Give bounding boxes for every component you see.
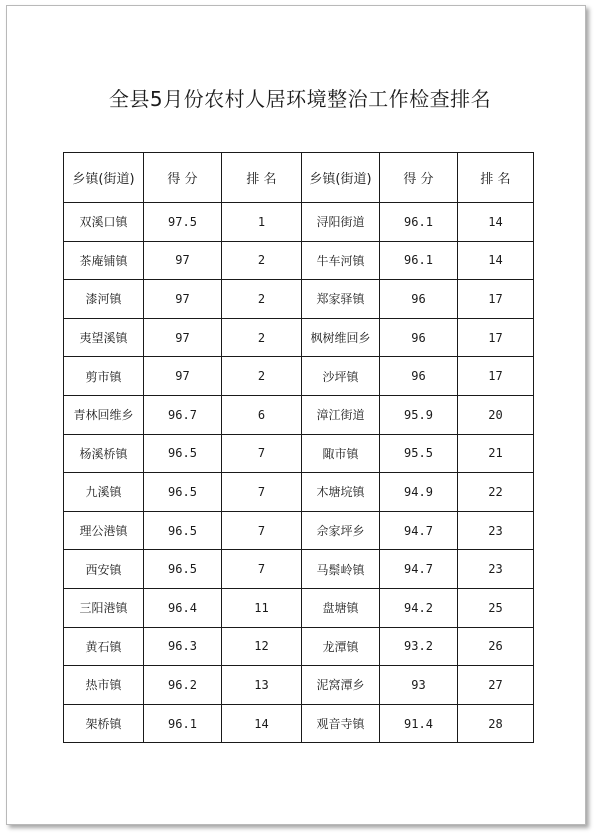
- cell-town-left: 西安镇: [64, 550, 144, 589]
- cell-town-right: 泥窝潭乡: [302, 666, 380, 705]
- table-row: [64, 627, 534, 666]
- cell-town-left: 热市镇: [64, 666, 144, 705]
- cell-score-left: 97: [144, 241, 222, 280]
- cell-town-right: 牛车河镇: [302, 241, 380, 280]
- cell-town-left: 夷望溪镇: [64, 318, 144, 357]
- table-row: [64, 395, 534, 434]
- cell-score-right: 96: [380, 318, 458, 357]
- cell-rank-left: 6: [222, 395, 302, 434]
- table-row: [64, 318, 534, 357]
- header-rank-left: 排 名: [222, 153, 302, 203]
- cell-town-right: 沙坪镇: [302, 357, 380, 396]
- cell-rank-left: 7: [222, 511, 302, 550]
- header-rank-right: 排 名: [458, 153, 534, 203]
- cell-rank-right: 14: [458, 241, 534, 280]
- cell-town-left: 杨溪桥镇: [64, 434, 144, 473]
- cell-score-left: 96.5: [144, 434, 222, 473]
- table-row: [64, 666, 534, 705]
- table-row: [64, 203, 534, 242]
- cell-town-right: 木塘垸镇: [302, 473, 380, 512]
- cell-rank-left: 11: [222, 588, 302, 627]
- cell-town-left: 青林回维乡: [64, 395, 144, 434]
- cell-score-left: 97.5: [144, 203, 222, 242]
- cell-rank-left: 1: [222, 203, 302, 242]
- cell-town-right: 龙潭镇: [302, 627, 380, 666]
- cell-town-right: 郑家驿镇: [302, 280, 380, 319]
- cell-rank-right: 23: [458, 550, 534, 589]
- cell-town-left: 黄石镇: [64, 627, 144, 666]
- cell-town-left: 理公港镇: [64, 511, 144, 550]
- cell-rank-right: 17: [458, 318, 534, 357]
- cell-score-right: 93: [380, 666, 458, 705]
- cell-score-right: 96: [380, 280, 458, 319]
- cell-town-right: 佘家坪乡: [302, 511, 380, 550]
- cell-score-right: 95.5: [380, 434, 458, 473]
- cell-rank-left: 13: [222, 666, 302, 705]
- cell-rank-right: 20: [458, 395, 534, 434]
- cell-town-right: 漳江街道: [302, 395, 380, 434]
- cell-rank-right: 23: [458, 511, 534, 550]
- cell-score-right: 94.2: [380, 588, 458, 627]
- cell-score-left: 96.7: [144, 395, 222, 434]
- cell-town-left: 三阳港镇: [64, 588, 144, 627]
- cell-score-right: 91.4: [380, 704, 458, 743]
- cell-rank-right: 25: [458, 588, 534, 627]
- table-row: [64, 357, 534, 396]
- cell-rank-left: 2: [222, 241, 302, 280]
- cell-score-right: 96.1: [380, 241, 458, 280]
- cell-rank-left: 2: [222, 357, 302, 396]
- header-town-right: 乡镇(街道): [302, 153, 380, 203]
- cell-town-left: 茶庵铺镇: [64, 241, 144, 280]
- cell-rank-right: 22: [458, 473, 534, 512]
- cell-score-right: 93.2: [380, 627, 458, 666]
- cell-rank-left: 2: [222, 318, 302, 357]
- table-row: [64, 588, 534, 627]
- cell-rank-left: 12: [222, 627, 302, 666]
- cell-town-left: 双溪口镇: [64, 203, 144, 242]
- cell-rank-right: 17: [458, 280, 534, 319]
- cell-score-left: 96.3: [144, 627, 222, 666]
- cell-town-right: 浔阳街道: [302, 203, 380, 242]
- cell-score-left: 96.2: [144, 666, 222, 705]
- cell-score-left: 97: [144, 280, 222, 319]
- cell-score-right: 96.1: [380, 203, 458, 242]
- cell-score-left: 96.5: [144, 550, 222, 589]
- cell-rank-left: 7: [222, 434, 302, 473]
- cell-town-left: 九溪镇: [64, 473, 144, 512]
- cell-score-right: 94.9: [380, 473, 458, 512]
- table-row: [64, 280, 534, 319]
- cell-score-left: 96.1: [144, 704, 222, 743]
- cell-rank-right: 17: [458, 357, 534, 396]
- cell-score-right: 96: [380, 357, 458, 396]
- cell-town-right: 盘塘镇: [302, 588, 380, 627]
- cell-rank-right: 14: [458, 203, 534, 242]
- cell-score-left: 96.4: [144, 588, 222, 627]
- cell-town-right: 观音寺镇: [302, 704, 380, 743]
- table-row: [64, 241, 534, 280]
- cell-rank-right: 27: [458, 666, 534, 705]
- cell-rank-right: 26: [458, 627, 534, 666]
- cell-score-right: 95.9: [380, 395, 458, 434]
- header-score-right: 得 分: [380, 153, 458, 203]
- ranking-table: [63, 152, 534, 743]
- page-title: 全县5月份农村人居环境整治工作检查排名: [108, 87, 492, 111]
- cell-rank-left: 14: [222, 704, 302, 743]
- cell-rank-left: 7: [222, 550, 302, 589]
- header-score-left: 得 分: [144, 153, 222, 203]
- cell-town-left: 架桥镇: [64, 704, 144, 743]
- cell-score-right: 94.7: [380, 511, 458, 550]
- cell-rank-left: 7: [222, 473, 302, 512]
- cell-town-left: 剪市镇: [64, 357, 144, 396]
- cell-score-left: 96.5: [144, 511, 222, 550]
- cell-town-left: 漆河镇: [64, 280, 144, 319]
- table-row: [64, 550, 534, 589]
- cell-rank-left: 2: [222, 280, 302, 319]
- cell-score-right: 94.7: [380, 550, 458, 589]
- table-row: [64, 473, 534, 512]
- table-row: [64, 434, 534, 473]
- table-row: [64, 511, 534, 550]
- cell-score-left: 97: [144, 357, 222, 396]
- table-row: [64, 704, 534, 743]
- cell-rank-right: 28: [458, 704, 534, 743]
- cell-rank-right: 21: [458, 434, 534, 473]
- cell-town-right: 马鬃岭镇: [302, 550, 380, 589]
- cell-town-right: 陬市镇: [302, 434, 380, 473]
- header-town-left: 乡镇(街道): [64, 153, 144, 203]
- cell-score-left: 97: [144, 318, 222, 357]
- table-body: [64, 203, 534, 743]
- cell-town-right: 枫树维回乡: [302, 318, 380, 357]
- table-header-row: [64, 153, 534, 203]
- cell-score-left: 96.5: [144, 473, 222, 512]
